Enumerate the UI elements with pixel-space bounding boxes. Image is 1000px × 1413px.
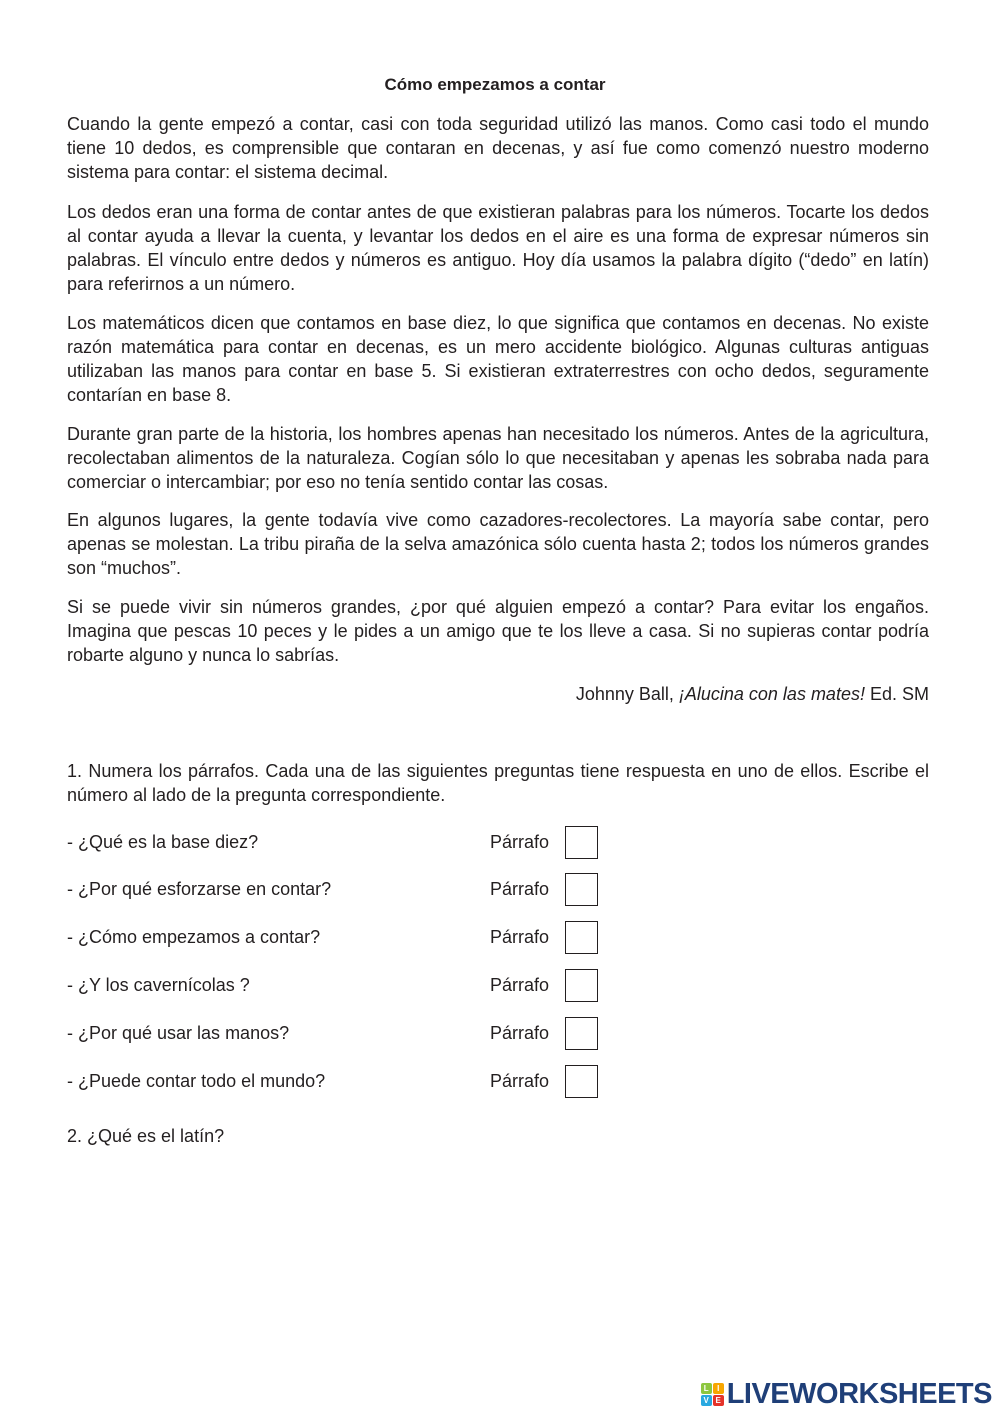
answer-box-3[interactable] [565,921,598,954]
citation-book: ¡Alucina con las mates! [678,684,865,704]
exercise-2-question: 2. ¿Qué es el latín? [67,1126,225,1146]
logo-letter-i: I [713,1383,724,1394]
logo-letter-e: E [713,1395,724,1406]
answer-label-5: Párrafo [490,1023,550,1043]
answer-box-1[interactable] [565,826,598,859]
citation [576,682,929,706]
question-1: - ¿Qué es la base diez? [67,832,259,852]
logo-letter-v: V [701,1395,712,1406]
answer-label-2: Párrafo [490,879,550,899]
question-6: - ¿Puede contar todo el mundo? [67,1071,326,1091]
question-2: - ¿Por qué esforzarse en contar? [67,879,332,899]
answer-box-5[interactable] [565,1017,598,1050]
logo-icon [701,1383,724,1406]
paragraph-1: Cuando la gente empezó a contar, casi con toda seguridad utilizó las manos. Como casi todo el mundo tiene 10 dedos, es comprensible que contaran en decenas, y así fue como comenzó nuestro moderno sistema para contar: el sistema decimal. [67,114,929,182]
logo-letter-l: L [701,1383,712,1394]
paragraph-6: Si se puede vivir sin números grandes, ¿por qué alguien empezó a contar? Para evitar los engaños. Imagina que pescas 10 peces y le pides a un amigo que te los lleve a casa. Si no supieras contar podría robarte alguno y nunca lo sabrías. [67,597,929,665]
paragraph-3: Los matemáticos dicen que contamos en base diez, lo que significa que contamos en decenas. No existe razón matemática para contar en decenas, es un mero accidente biológico. Algunas culturas antiguas utilizaban las manos para contar en base 5. Si existieran extraterrestres con ocho dedos, seguramente contarían en base 8. [67,313,929,405]
citation-author: Johnny Ball, [575,684,679,704]
answer-label-3: Párrafo [490,927,550,947]
paragraph-2: Los dedos eran una forma de contar antes de que existieran palabras para los números. Tocarte los dedos al contar ayuda a llevar la cuenta, y levantar los dedos en el aire es una forma de expresar números sin palabras. El vínculo entre dedos y números es antiguo. Hoy día usamos la palabra dígito (“dedo” en latín) para referirnos a un número. [67,202,929,294]
answer-label-4: Párrafo [490,975,550,995]
answer-label-1: Párrafo [490,832,550,852]
answer-box-2[interactable] [565,873,598,906]
paragraph-5: En algunos lugares, la gente todavía vive como cazadores-recolectores. La mayoría sabe contar, pero apenas se molestan. La tribu piraña de la selva amazónica sólo cuenta hasta 2; todos los números grandes son “muchos”. [67,510,929,578]
question-4: - ¿Y los cavernícolas ? [67,975,250,995]
paragraph-4: Durante gran parte de la historia, los hombres apenas han necesitado los números. Antes de la agricultura, recolectaban alimentos de la naturaleza. Cogían sólo lo que necesitaban y apenas les sobraba nada para comerciar o intercambiar; por eso no tenía sentido contar las cosas. [67,424,929,492]
question-3: - ¿Cómo empezamos a contar? [67,927,321,947]
citation-publisher: Ed. SM [864,684,929,704]
question-5: - ¿Por qué usar las manos? [67,1023,290,1043]
answer-label-6: Párrafo [490,1071,550,1091]
liveworksheets-logo [701,1378,992,1411]
exercise-1-instruction: 1. Numera los párrafos. Cada una de las siguientes preguntas tiene respuesta en uno de ellos. Escribe el número al lado de la pregunta correspondiente. [67,761,929,805]
logo-text: LIVEWORKSHEETS [726,1378,992,1410]
answer-box-4[interactable] [565,969,598,1002]
page-title: Cómo empezamos a contar [384,75,606,94]
answer-box-6[interactable] [565,1065,598,1098]
